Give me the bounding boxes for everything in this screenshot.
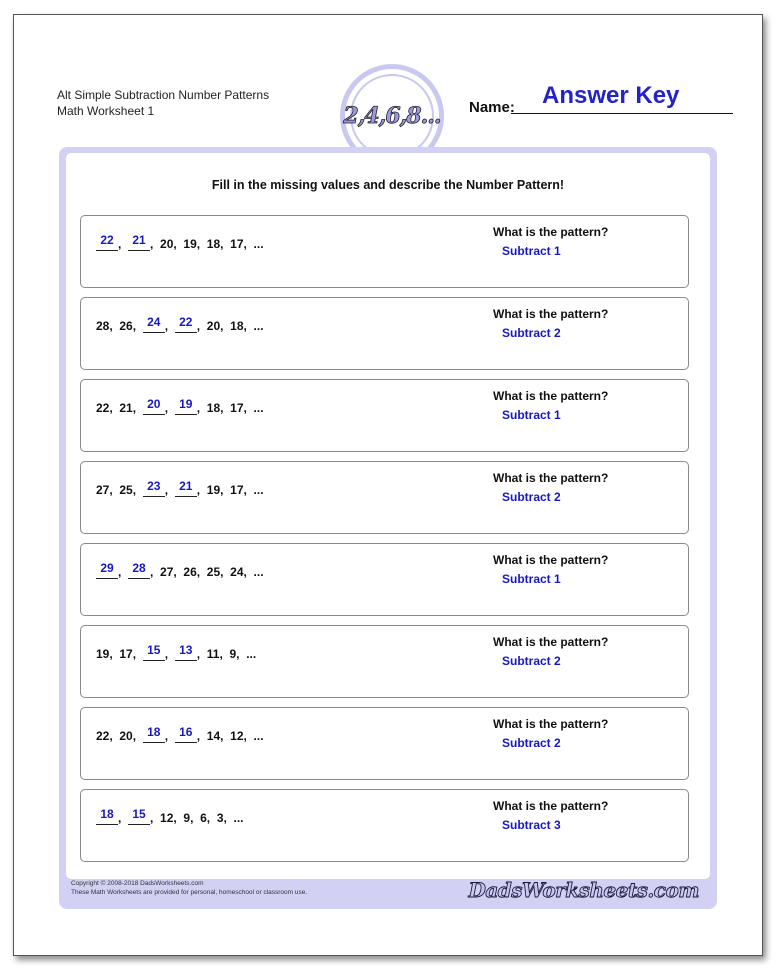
sequence-term: 9 [183,811,191,825]
separator: , [150,237,161,251]
separator: , [196,401,207,415]
worksheet-page [13,14,763,956]
answer-blank[interactable]: 21 [175,479,197,497]
separator: , [196,483,207,497]
logo-text: 2,4,6,8... [350,74,434,158]
number-sequence [96,479,264,497]
separator: , [243,729,254,743]
answer-blank[interactable]: 21 [128,233,150,251]
problem-box [80,543,689,616]
separator: , [132,319,143,333]
sequence-term: 22 [96,729,110,743]
pattern-answer: Subtract 1 [502,408,561,422]
sequence-term: 9 [229,647,237,661]
sequence-term: 20 [119,729,133,743]
answer-blank[interactable]: 18 [143,725,165,743]
pattern-question: What is the pattern? [493,225,609,239]
sequence-term: 25 [206,565,221,579]
answer-key-text: Answer Key [542,82,680,109]
problem-box [80,461,689,534]
sequence-term: 26 [183,565,197,579]
separator: , [132,483,143,497]
sequence-term: 28 [96,319,110,333]
separator: , [220,237,231,251]
separator: , [109,401,120,415]
separator: , [132,647,143,661]
separator: , [223,811,234,825]
sequence-term: ... [253,729,264,743]
pattern-answer: Subtract 1 [502,572,561,586]
sequence-term: ... [233,811,244,825]
sequence-term: ... [253,565,264,579]
pattern-question: What is the pattern? [493,553,609,567]
sequence-term: 17 [230,401,244,415]
separator: , [190,811,201,825]
dadsworksheets-logo: DadsWorksheets.com [468,878,699,902]
copyright-text: Copyright © 2008-2018 DadsWorksheets.com [71,880,204,887]
separator: , [196,319,207,333]
separator: , [243,483,254,497]
separator: , [132,401,143,415]
number-sequence [96,807,244,825]
number-sequence [96,643,256,661]
sequence-term: 17 [230,483,244,497]
answer-blank[interactable]: 23 [143,479,165,497]
separator: , [196,729,207,743]
separator: , [206,811,217,825]
problem-box [80,789,689,862]
sequence-term: 3 [216,811,224,825]
separator: , [173,565,184,579]
sequence-term: ... [253,237,264,251]
sequence-term: 19 [96,647,110,661]
sequence-term: 18 [206,237,221,251]
separator: , [236,647,247,661]
separator: , [109,319,120,333]
sequence-term: 27 [160,565,174,579]
answer-blank[interactable]: 15 [128,807,150,825]
answer-blank[interactable]: 28 [128,561,150,579]
title-line-2: Math Worksheet 1 [57,104,155,118]
sequence-term: 22 [96,401,110,415]
separator: , [220,401,231,415]
answer-blank[interactable]: 13 [175,643,197,661]
sequence-term: 24 [230,565,244,579]
separator: , [164,729,175,743]
title-line-1: Alt Simple Subtraction Number Patterns [57,88,270,102]
answer-blank[interactable]: 29 [96,561,118,579]
sequence-term: ... [253,483,264,497]
number-sequence [96,315,264,333]
answer-blank[interactable]: 18 [96,807,118,825]
sequence-term: 14 [206,729,221,743]
answer-blank[interactable]: 20 [143,397,165,415]
problem-box [80,215,689,288]
answer-blank[interactable]: 22 [175,315,197,333]
sequence-term: 20 [160,237,174,251]
separator: , [150,811,161,825]
problem-box [80,297,689,370]
answer-blank[interactable]: 22 [96,233,118,251]
usage-text: These Math Worksheets are provided for personal, homeschool or classroom use. [71,889,308,896]
separator: , [243,565,254,579]
separator: , [243,319,254,333]
sequence-term: 18 [206,401,221,415]
separator: , [164,483,175,497]
sequence-term: 17 [230,237,244,251]
separator: , [196,237,207,251]
answer-blank[interactable]: 19 [175,397,197,415]
worksheet-title [57,87,269,119]
separator: , [173,811,184,825]
pattern-question: What is the pattern? [493,799,609,813]
number-sequence [96,725,264,743]
separator: , [164,319,175,333]
sequence-term: ... [246,647,257,661]
problems-area [66,153,710,879]
problem-box [80,379,689,452]
separator: , [243,237,254,251]
answer-blank[interactable]: 15 [143,643,165,661]
pattern-answer: Subtract 3 [502,818,561,832]
problem-box [80,707,689,780]
pattern-question: What is the pattern? [493,471,609,485]
separator: , [118,811,129,825]
name-label: Name: [469,99,515,116]
problems-frame [59,147,717,909]
separator: , [109,483,120,497]
sequence-term: 19 [183,237,197,251]
sequence-term: 12 [160,811,174,825]
separator: , [164,401,175,415]
sequence-term: 20 [206,319,221,333]
sequence-term: 12 [230,729,244,743]
separator: , [220,319,231,333]
answer-blank[interactable]: 16 [175,725,197,743]
sequence-term: 25 [119,483,133,497]
sequence-term: ... [253,401,264,415]
sequence-term: 27 [96,483,110,497]
separator: , [109,729,120,743]
separator: , [132,729,143,743]
footer-copyright [71,879,307,897]
sequence-term: 17 [119,647,133,661]
separator: , [118,565,129,579]
separator: , [164,647,175,661]
separator: , [220,729,231,743]
number-sequence [96,561,264,579]
sequence-term: 6 [200,811,207,825]
separator: , [118,237,129,251]
pattern-answer: Subtract 1 [502,244,561,258]
sequence-term: 26 [119,319,133,333]
sequence-term: 18 [230,319,244,333]
pattern-answer: Subtract 2 [502,736,561,750]
pattern-question: What is the pattern? [493,717,609,731]
pattern-question: What is the pattern? [493,389,609,403]
sequence-term: ... [253,319,264,333]
separator: , [220,483,231,497]
sequence-term: 11 [206,647,220,661]
separator: , [109,647,120,661]
problem-box [80,625,689,698]
sequence-term: 21 [119,401,133,415]
separator: , [173,237,184,251]
separator: , [220,565,231,579]
pattern-answer: Subtract 2 [502,654,561,668]
separator: , [219,647,230,661]
separator: , [196,647,207,661]
name-line [511,113,733,114]
instructions: Fill in the missing values and describe the Number Pattern! [211,178,565,192]
separator: , [196,565,207,579]
pattern-question: What is the pattern? [493,307,609,321]
pattern-answer: Subtract 2 [502,490,561,504]
number-sequence [96,233,264,251]
answer-blank[interactable]: 24 [143,315,165,333]
pattern-question: What is the pattern? [493,635,609,649]
separator: , [150,565,161,579]
separator: , [243,401,254,415]
number-sequence [96,397,264,415]
pattern-answer: Subtract 2 [502,326,561,340]
sequence-term: 19 [206,483,221,497]
